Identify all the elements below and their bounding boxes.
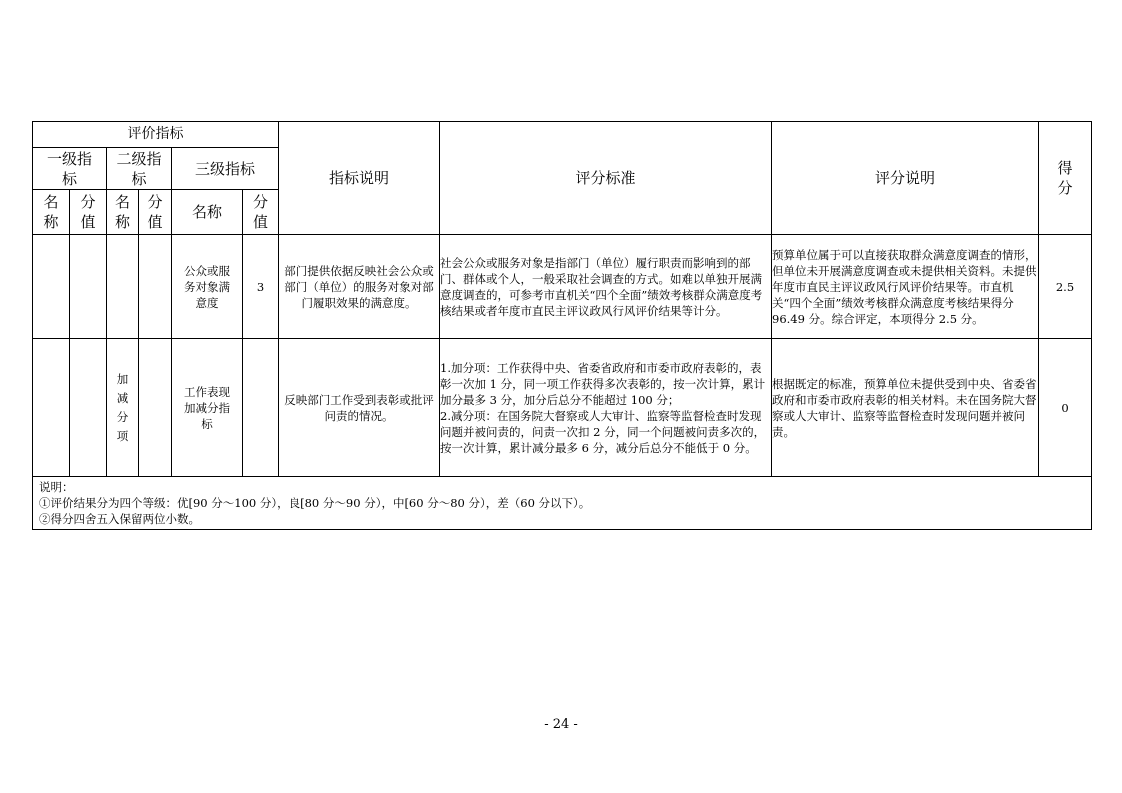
row2-criteria-line-1: 1.加分项：工作获得中央、省委省政府和市委市政府表彰的，表彰一次加 1 分，同一项工作获得多次表彰的，按一次计算，累计加分最多 3 分，加分后总分不能超过 100 分； — [440, 360, 766, 407]
row1-scoring-criteria: 社会公众或服务对象是指部门（单位）履行职责而影响到的部门、群体或个人，一般采取社会调查的方式。如难以单独开展满意度调查的，可参考市直机关“四个全面”绩效考核群众满意度考核结果或者年度市直民主评议政风行风评价结果等计分。 — [440, 235, 772, 339]
row2-l3-name: 工作表现加减分指标 — [172, 339, 243, 477]
header-score: 得分 — [1039, 122, 1092, 235]
row2-l2-score — [139, 339, 172, 477]
row1-indicator-description: 部门提供依据反映社会公众或部门（单位）的服务对象对部门履职效果的满意度。 — [279, 235, 440, 339]
header-l2-score-value: 分值 — [139, 190, 172, 235]
header-l2-name: 名称 — [107, 190, 139, 235]
row1-l3-name: 公众或服务对象满意度 — [172, 235, 243, 339]
header-level3-indicator: 三级指标 — [172, 148, 279, 190]
row2-score: 0 — [1039, 339, 1092, 477]
row2-l1-name — [33, 339, 70, 477]
header-l3-name: 名称 — [172, 190, 243, 235]
row2-l1-score — [70, 339, 107, 477]
row1-l2-score — [139, 235, 172, 339]
row1-score: 2.5 — [1039, 235, 1092, 339]
row1-l3-score: 3 — [243, 235, 279, 339]
row1-l2-name — [107, 235, 139, 339]
table-row — [33, 235, 1092, 339]
header-indicator-description: 指标说明 — [279, 122, 440, 235]
row1-scoring-explanation: 预算单位属于可以直接获取群众满意度调查的情形，但单位未开展满意度调查或未提供相关资料。未提供年度市直民主评议政风行风评价结果等。市直机关“四个全面”绩效考核群众满意度考核结果得分 96.49 分。综合评定，本项得分 2.5 分。 — [772, 235, 1039, 339]
row2-criteria-line-2: 2.减分项：在国务院大督察或人大审计、监察等监督检查时发现问题并被问责的，问责一次扣 2 分，同一个问题被问责多次的，按一次计算，累计减分最多 6 分，减分后总分不能低于 0 分。 — [440, 408, 766, 455]
notes-line-2: ②得分四舍五入保留两位小数。 — [39, 512, 200, 526]
row1-l1-score — [70, 235, 107, 339]
header-evaluation-indicators: 评价指标 — [33, 122, 279, 148]
header-l1-score-value: 分值 — [70, 190, 107, 235]
row2-l2-name: 加减分项 — [107, 339, 139, 477]
table-row — [33, 339, 1092, 477]
row2-scoring-explanation: 根据既定的标准，预算单位未提供受到中央、省委省政府和市委市政府表彰的相关材料。未在国务院大督察或人大审计、监察等监督检查时发现问题并被问责。 — [772, 339, 1039, 477]
notes-title: 说明： — [39, 480, 74, 494]
header-l3-score-value: 分值 — [243, 190, 279, 235]
header-level2-indicator: 二级指标 — [107, 148, 172, 190]
row2-indicator-description: 反映部门工作受到表彰或批评问责的情况。 — [279, 339, 440, 477]
notes-line-1: ①评价结果分为四个等级：优[90 分～100 分），良[80 分～90 分），中[60 分～80 分），差（60 分以下）。 — [39, 496, 591, 510]
table-notes — [33, 477, 1092, 530]
header-scoring-criteria: 评分标准 — [440, 122, 772, 235]
header-level1-indicator: 一级指标 — [33, 148, 107, 190]
row1-l1-name — [33, 235, 70, 339]
row2-l3-score — [243, 339, 279, 477]
evaluation-table — [32, 121, 1092, 530]
header-l1-name: 名称 — [33, 190, 70, 235]
row2-scoring-criteria — [440, 339, 772, 477]
header-scoring-explanation: 评分说明 — [772, 122, 1039, 235]
page-number: - 24 - — [544, 717, 578, 732]
